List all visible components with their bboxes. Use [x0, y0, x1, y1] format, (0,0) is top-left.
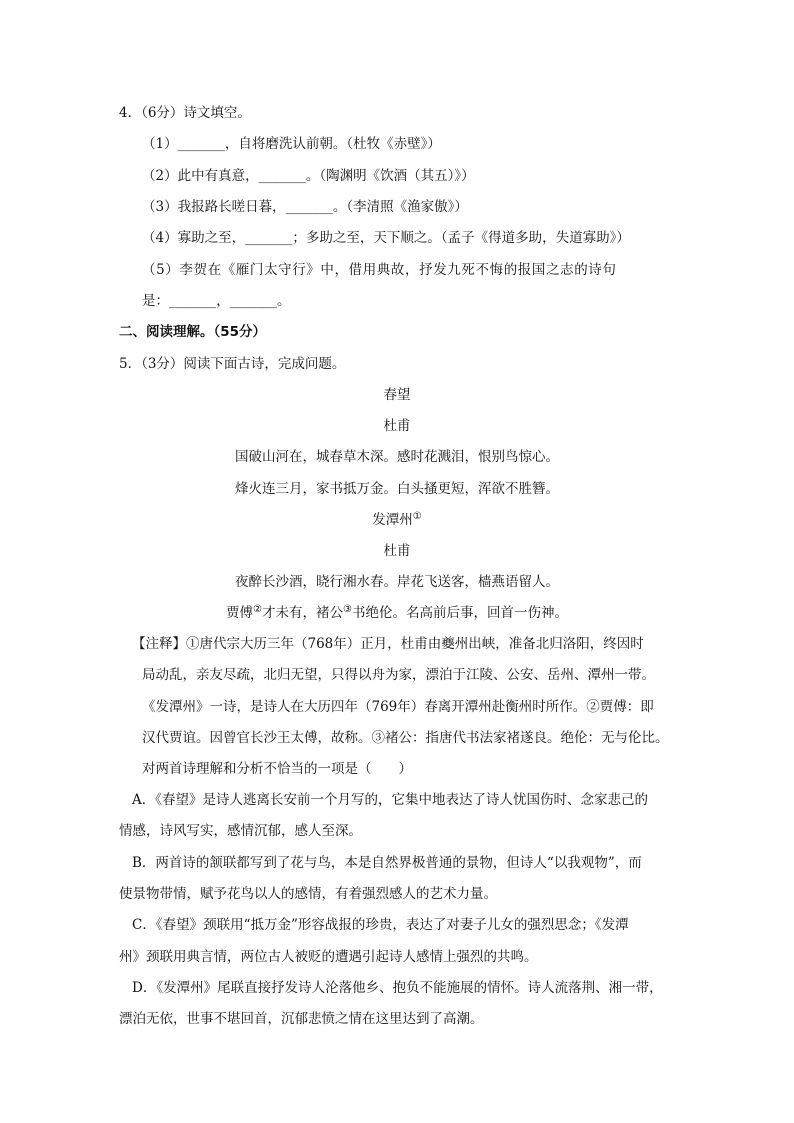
option-a-line-2: 情感，诗风写实，感情沉郁，感人至深。 [119, 823, 362, 839]
poem1-title: 春望 [383, 387, 411, 403]
q5-question: 对两首诗理解和分析不恰当的一项是（ ） [142, 761, 412, 777]
section-title: 二、阅读理解。（55分） [119, 324, 267, 340]
q4-item-5-cont: 是：_______，_______。 [142, 293, 291, 309]
poem2-line-1: 夜醉长沙酒，晓行湘水春。岸花飞送客，樯燕语留人。 [235, 574, 559, 590]
option-b-line-1: B．两首诗的颔联都写到了花与鸟，本是自然界极普通的景物，但诗人“以我观物”，而 [132, 855, 642, 871]
poem2-title: 发潭州 [372, 512, 413, 528]
q4-item-1: （1）_______，自将磨洗认前朝。（杜牧《赤壁》） [142, 136, 441, 152]
note-mark-1: ① [412, 511, 422, 522]
q4-header: 4．（6分）诗文填空。 [119, 105, 251, 121]
note-mark-2: ② [253, 604, 262, 615]
poem2-author: 杜甫 [383, 543, 411, 559]
notes-line-4: 汉代贾谊。因曾官长沙王太傅，故称。③褚公：指唐代书法家褚遂良。绝伦：无与伦比。 [142, 730, 669, 746]
q5-header: 5．（3分）阅读下面古诗，完成问题。 [119, 356, 346, 372]
q4-item-5: （5）李贺在《雁门太守行》中，借用典故，抒发九死不悔的报国之志的诗句 [142, 262, 617, 278]
notes-line-1: 【注释】①唐代宗大历三年（768年）正月，杜甫由夔州出峡，准备北归洛阳，终因时 [132, 636, 644, 652]
notes-line-2: 局动乱，亲友尽疏，北归无望，只得以舟为家，漂泊于江陵、公安、岳州、潭州一带。 [142, 667, 655, 683]
poem1-line-2: 烽火连三月，家书抵万金。白头搔更短，浑欲不胜簪。 [235, 481, 559, 497]
poem2-line-2-part-b: 才未有，褚公 [262, 605, 343, 621]
option-c-line-2: 州》颈联用典言情，两位古人被贬的遭遇引起诗人感情上强烈的共鸣。 [119, 949, 538, 965]
option-b-line-2: 使景物带情，赋予花鸟以人的感情，有着强烈感人的艺术力量。 [119, 886, 497, 902]
option-a-line-1: A．《春望》是诗人逃离长安前一个月写的，它集中地表达了诗人忧国伤时、念家悲己的 [132, 792, 648, 808]
poem1-line-1: 国破山河在，城春草木深。感时花溅泪，恨别鸟惊心。 [235, 449, 559, 465]
poem2-title-line [0, 511, 794, 529]
q4-item-4: （4）寡助之至，_______；多助之至，天下顺之。（孟子《得道多助，失道寡助》） [142, 230, 630, 246]
q4-item-2: （2）此中有真意，_______。（陶渊明《饮酒（其五）》） [142, 168, 475, 184]
note-mark-3: ③ [343, 604, 352, 615]
option-d-line-2: 漂泊无依，世事不堪回首，沉郁悲愤之情在这里达到了高潮。 [119, 1011, 484, 1027]
q4-item-3: （3）我报路长嗟日暮，_______。（李清照《渔家傲》） [142, 199, 468, 215]
poem2-line-2-part-a: 贾傅 [226, 605, 254, 621]
option-c-line-1: C．《春望》颈联用“抵万金”形容战报的珍贵，表达了对妻子儿女的强烈思念；《发潭 [132, 917, 629, 933]
poem2-line-2 [0, 604, 794, 622]
poem2-line-2-part-c: 书绝伦。名高前后事，回首一伤神。 [351, 605, 568, 621]
poem1-author: 杜甫 [383, 418, 411, 434]
option-d-line-1: D．《发潭州》尾联直接抒发诗人沦落他乡、抱负不能施展的情怀。诗人流落荆、湘一带， [132, 980, 663, 996]
notes-line-3: 《发潭州》一诗，是诗人在大历四年（769年）春离开潭州赴衡州时所作。②贾傅：即 [142, 699, 654, 715]
